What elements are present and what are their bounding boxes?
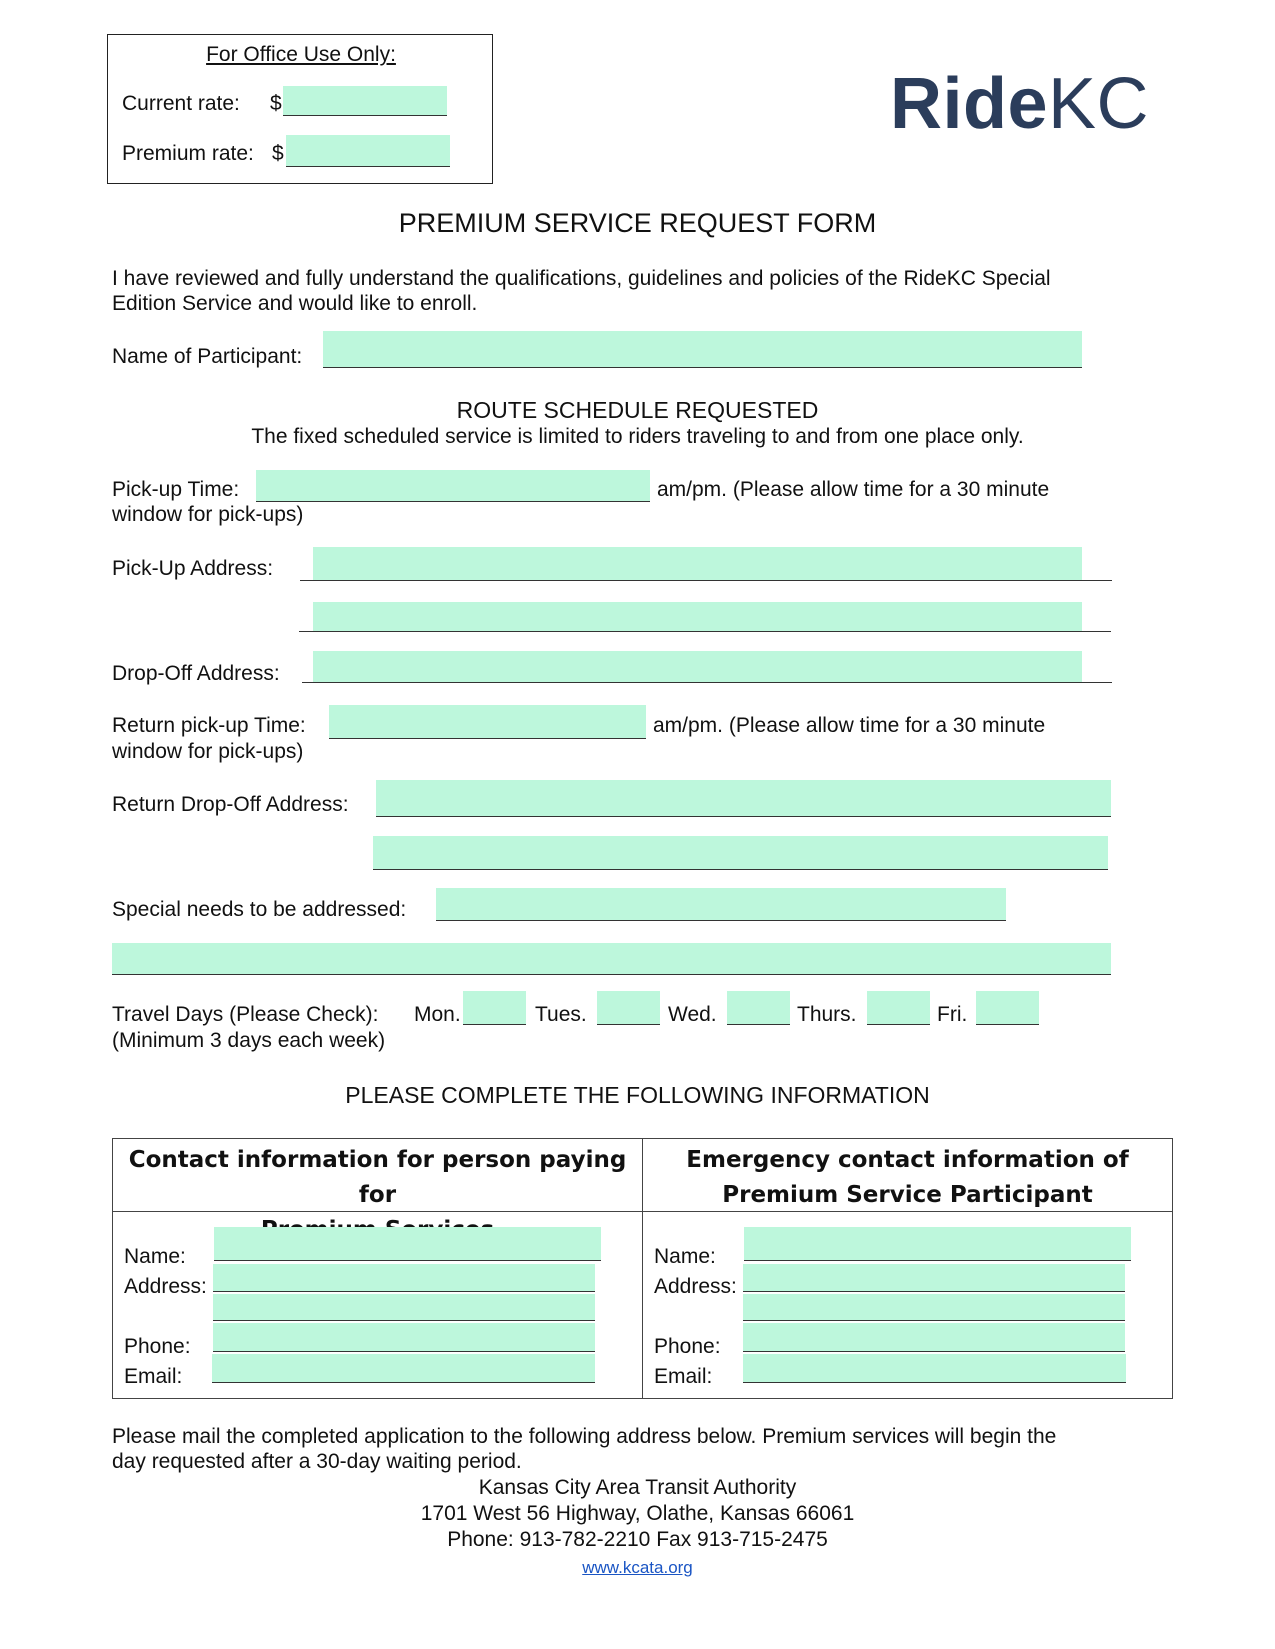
return-time-label: Return pick-up Time: xyxy=(112,714,306,737)
travel-day-mon: Mon. xyxy=(414,1003,461,1026)
current-rate-label: Current rate: xyxy=(122,92,240,115)
special-needs-label: Special needs to be addressed: xyxy=(112,898,407,921)
emergency-name-label: Name: xyxy=(654,1245,716,1268)
return-time-suffix: am/pm. (Please allow time for a 30 minute xyxy=(653,714,1046,737)
footer-org-name: Kansas City Area Transit Authority xyxy=(478,1476,797,1499)
contact-info-table xyxy=(112,1138,1173,1399)
travel-day-mon-check[interactable] xyxy=(463,991,526,1025)
current-rate-field[interactable] xyxy=(283,86,447,116)
payer-address-field-1[interactable] xyxy=(213,1264,595,1292)
premium-rate-dollar: $ xyxy=(272,142,284,165)
return-time-note: window for pick-ups) xyxy=(112,740,304,763)
travel-day-wed-check[interactable] xyxy=(727,991,790,1025)
mail-instructions-line-1: Please mail the completed application to the following address below. Premium services will begin the xyxy=(112,1425,1057,1448)
premium-rate-field[interactable] xyxy=(286,135,450,167)
travel-day-tue-check[interactable] xyxy=(597,991,660,1025)
emergency-header xyxy=(643,1143,1172,1213)
travel-day-wed: Wed. xyxy=(668,1003,717,1026)
participant-label: Name of Participant: xyxy=(112,345,303,368)
pickup-time-suffix: am/pm. (Please allow time for a 30 minute xyxy=(657,478,1050,501)
payer-name-label: Name: xyxy=(124,1245,186,1268)
return-dropoff-field-2[interactable] xyxy=(373,836,1108,870)
emergency-address-field-1[interactable] xyxy=(743,1264,1125,1292)
pickup-time-field[interactable] xyxy=(256,470,650,502)
special-needs-field-2[interactable] xyxy=(112,943,1111,975)
footer-website-row xyxy=(0,1555,1275,1579)
form-title: PREMIUM SERVICE REQUEST FORM xyxy=(398,208,877,238)
intro-line-2: Edition Service and would like to enroll. xyxy=(112,292,478,315)
logo-kc-text: KC xyxy=(1048,64,1150,144)
payer-phone-field[interactable] xyxy=(213,1323,595,1352)
emergency-phone-label: Phone: xyxy=(654,1335,721,1358)
emergency-address-field-2[interactable] xyxy=(743,1294,1125,1321)
participant-name-field[interactable] xyxy=(323,331,1082,368)
logo-ride-text: Ride xyxy=(890,64,1049,144)
current-rate-dollar: $ xyxy=(270,92,282,115)
payer-email-field[interactable] xyxy=(212,1354,595,1383)
dropoff-address-field[interactable] xyxy=(313,651,1082,683)
emergency-header-line-2: Premium Service Participant xyxy=(722,1182,1093,1208)
pickup-time-label: Pick-up Time: xyxy=(112,478,240,501)
ridekc-logo xyxy=(890,64,1150,144)
payer-address-label: Address: xyxy=(124,1275,207,1298)
dropoff-address-label: Drop-Off Address: xyxy=(112,662,280,685)
special-needs-field-1[interactable] xyxy=(436,888,1006,921)
office-use-title: For Office Use Only: xyxy=(206,43,396,66)
footer-phone-fax: Phone: 913-782-2210 Fax 913-715-2475 xyxy=(447,1528,828,1551)
complete-info-heading: PLEASE COMPLETE THE FOLLOWING INFORMATION xyxy=(345,1082,930,1108)
office-use-box xyxy=(107,34,493,184)
premium-rate-label: Premium rate: xyxy=(122,142,254,165)
emergency-name-field[interactable] xyxy=(744,1227,1131,1261)
intro-line-1: I have reviewed and fully understand the qualifications, guidelines and policies of the RideKC Special xyxy=(112,267,1051,290)
route-subtitle: The fixed scheduled service is limited to riders traveling to and from one place only. xyxy=(251,425,1024,448)
mail-instructions-line-2: day requested after a 30-day waiting period. xyxy=(112,1450,522,1473)
pickup-address-label: Pick-Up Address: xyxy=(112,557,274,580)
return-dropoff-field-1[interactable] xyxy=(376,780,1111,817)
payer-phone-label: Phone: xyxy=(124,1335,191,1358)
website-link[interactable]: www.kcata.org xyxy=(582,1558,693,1577)
emergency-email-field[interactable] xyxy=(743,1354,1126,1383)
route-heading: ROUTE SCHEDULE REQUESTED xyxy=(456,397,819,423)
travel-days-note: (Minimum 3 days each week) xyxy=(112,1029,386,1052)
travel-day-fri-check[interactable] xyxy=(976,991,1039,1025)
payer-header-line-1: Contact information for person paying for xyxy=(128,1147,627,1208)
pickup-time-note: window for pick-ups) xyxy=(112,503,304,526)
pickup-address-field-2[interactable] xyxy=(313,602,1082,632)
payer-email-label: Email: xyxy=(124,1365,183,1388)
emergency-address-label: Address: xyxy=(654,1275,737,1298)
travel-day-tue: Tues. xyxy=(535,1003,587,1026)
pickup-address-field-1[interactable] xyxy=(313,547,1082,581)
payer-address-field-2[interactable] xyxy=(213,1294,595,1321)
payer-name-field[interactable] xyxy=(214,1227,601,1261)
travel-day-fri: Fri. xyxy=(937,1003,968,1026)
travel-day-thu: Thurs. xyxy=(797,1003,857,1026)
travel-days-label: Travel Days (Please Check): xyxy=(112,1003,379,1026)
emergency-phone-field[interactable] xyxy=(743,1323,1125,1352)
travel-day-thu-check[interactable] xyxy=(867,991,930,1025)
emergency-header-line-1: Emergency contact information of xyxy=(686,1147,1129,1173)
return-dropoff-label: Return Drop-Off Address: xyxy=(112,793,349,816)
footer-address: 1701 West 56 Highway, Olathe, Kansas 66061 xyxy=(420,1502,855,1525)
emergency-email-label: Email: xyxy=(654,1365,713,1388)
return-time-field[interactable] xyxy=(329,705,646,739)
